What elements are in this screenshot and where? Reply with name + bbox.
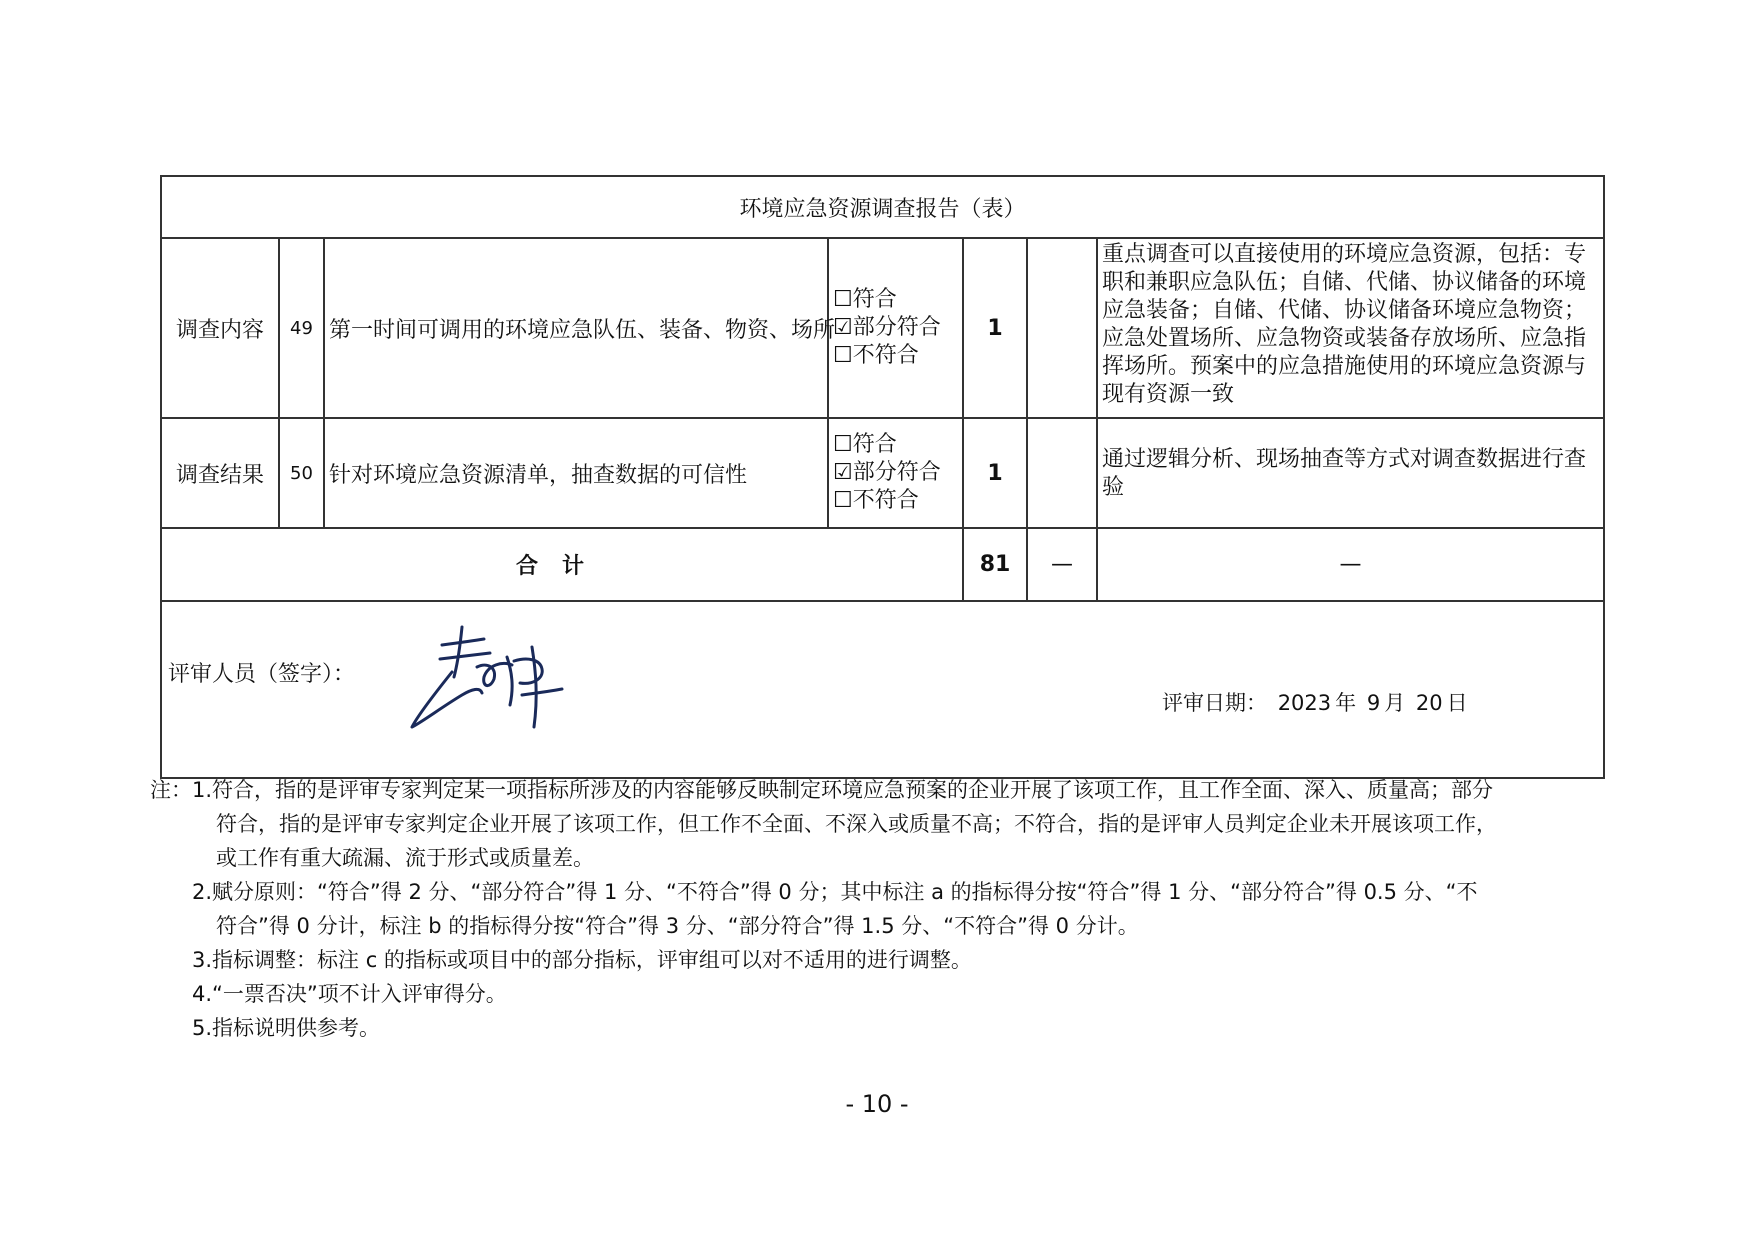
option-conform[interactable]: ☐符合 — [833, 432, 897, 457]
total-label: 合计 — [161, 528, 963, 601]
option-partial[interactable]: ☑部分符合 — [833, 315, 941, 340]
note-line: 4.“一票否决”项不计入评审得分。 — [192, 982, 507, 1006]
row-options — [828, 418, 963, 528]
total-score: 81 — [963, 528, 1027, 601]
footnotes — [150, 773, 1590, 1045]
row-item: 针对环境应急资源清单，抽查数据的可信性 — [324, 418, 828, 528]
review-date — [1162, 687, 1472, 717]
date-label: 评审日期： — [1162, 691, 1267, 715]
row-options — [828, 238, 963, 418]
note-line: 或工作有重大疏漏、流于形式或质量差。 — [216, 846, 594, 870]
table-row — [161, 238, 1604, 418]
review-table — [160, 175, 1605, 779]
row-deduction — [1027, 418, 1097, 528]
note-line: 符合，指的是评审专家判定企业开展了该项工作，但工作不全面、不深入或质量不高；不符合，指的是评审人员判定企业未开展该项工作， — [216, 812, 1497, 836]
row-note: 通过逻辑分析、现场抽查等方式对调查数据进行查验 — [1097, 418, 1604, 528]
date-year-unit: 年 — [1335, 691, 1357, 715]
total-row — [161, 528, 1604, 601]
row-note: 重点调查可以直接使用的环境应急资源，包括：专职和兼职应急队伍；自储、代储、协议储备的环境应急装备；自储、代储、协议储备环境应急物资；应急处置场所、应急物资或装备存放场所、应急指挥场所。预案中的应急措施使用的环境应急资源与现有资源一致 — [1097, 238, 1604, 418]
note-line: 符合”得 0 分计，标注 b 的指标得分按“符合”得 3 分、“部分符合”得 1.5 分、“不符合”得 0 分计。 — [216, 914, 1139, 938]
row-number: 50 — [279, 418, 324, 528]
note-line: 注：1.符合，指的是评审专家判定某一项指标所涉及的内容能够反映制定环境应急预案的企业开展了该项工作，且工作全面、深入、质量高；部分 — [150, 778, 1494, 802]
table-title: 环境应急资源调查报告（表） — [161, 176, 1604, 238]
reviewer-label: 评审人员（签字）： — [168, 662, 356, 687]
date-month: 9 — [1366, 691, 1381, 715]
note-line: 3.指标调整：标注 c 的指标或项目中的部分指标，评审组可以对不适用的进行调整。 — [192, 948, 972, 972]
row-score: 1 — [963, 418, 1027, 528]
page-number: - 10 - — [845, 1090, 909, 1118]
date-year: 2023 — [1277, 691, 1332, 715]
handwritten-signature — [402, 617, 582, 737]
row-deduction — [1027, 238, 1097, 418]
option-conform[interactable]: ☐符合 — [833, 287, 897, 312]
option-partial[interactable]: ☑部分符合 — [833, 460, 941, 485]
signature-row — [161, 601, 1604, 778]
option-nonconform[interactable]: ☐不符合 — [833, 488, 919, 513]
date-day-unit: 日 — [1446, 691, 1468, 715]
note-line: 5.指标说明供参考。 — [192, 1016, 381, 1040]
total-dash: — — [1027, 528, 1097, 601]
row-item: 第一时间可调用的环境应急队伍、装备、物资、场所 — [324, 238, 828, 418]
row-category: 调查结果 — [161, 418, 279, 528]
date-day: 20 — [1415, 691, 1443, 715]
row-category: 调查内容 — [161, 238, 279, 418]
row-score: 1 — [963, 238, 1027, 418]
date-month-unit: 月 — [1384, 691, 1406, 715]
table-row — [161, 418, 1604, 528]
option-nonconform[interactable]: ☐不符合 — [833, 343, 919, 368]
total-dash: — — [1097, 528, 1604, 601]
row-number: 49 — [279, 238, 324, 418]
note-line: 2.赋分原则：“符合”得 2 分、“部分符合”得 1 分、“不符合”得 0 分；其中标注 a 的指标得分按“符合”得 1 分、“部分符合”得 0.5 分、“不 — [192, 880, 1478, 904]
